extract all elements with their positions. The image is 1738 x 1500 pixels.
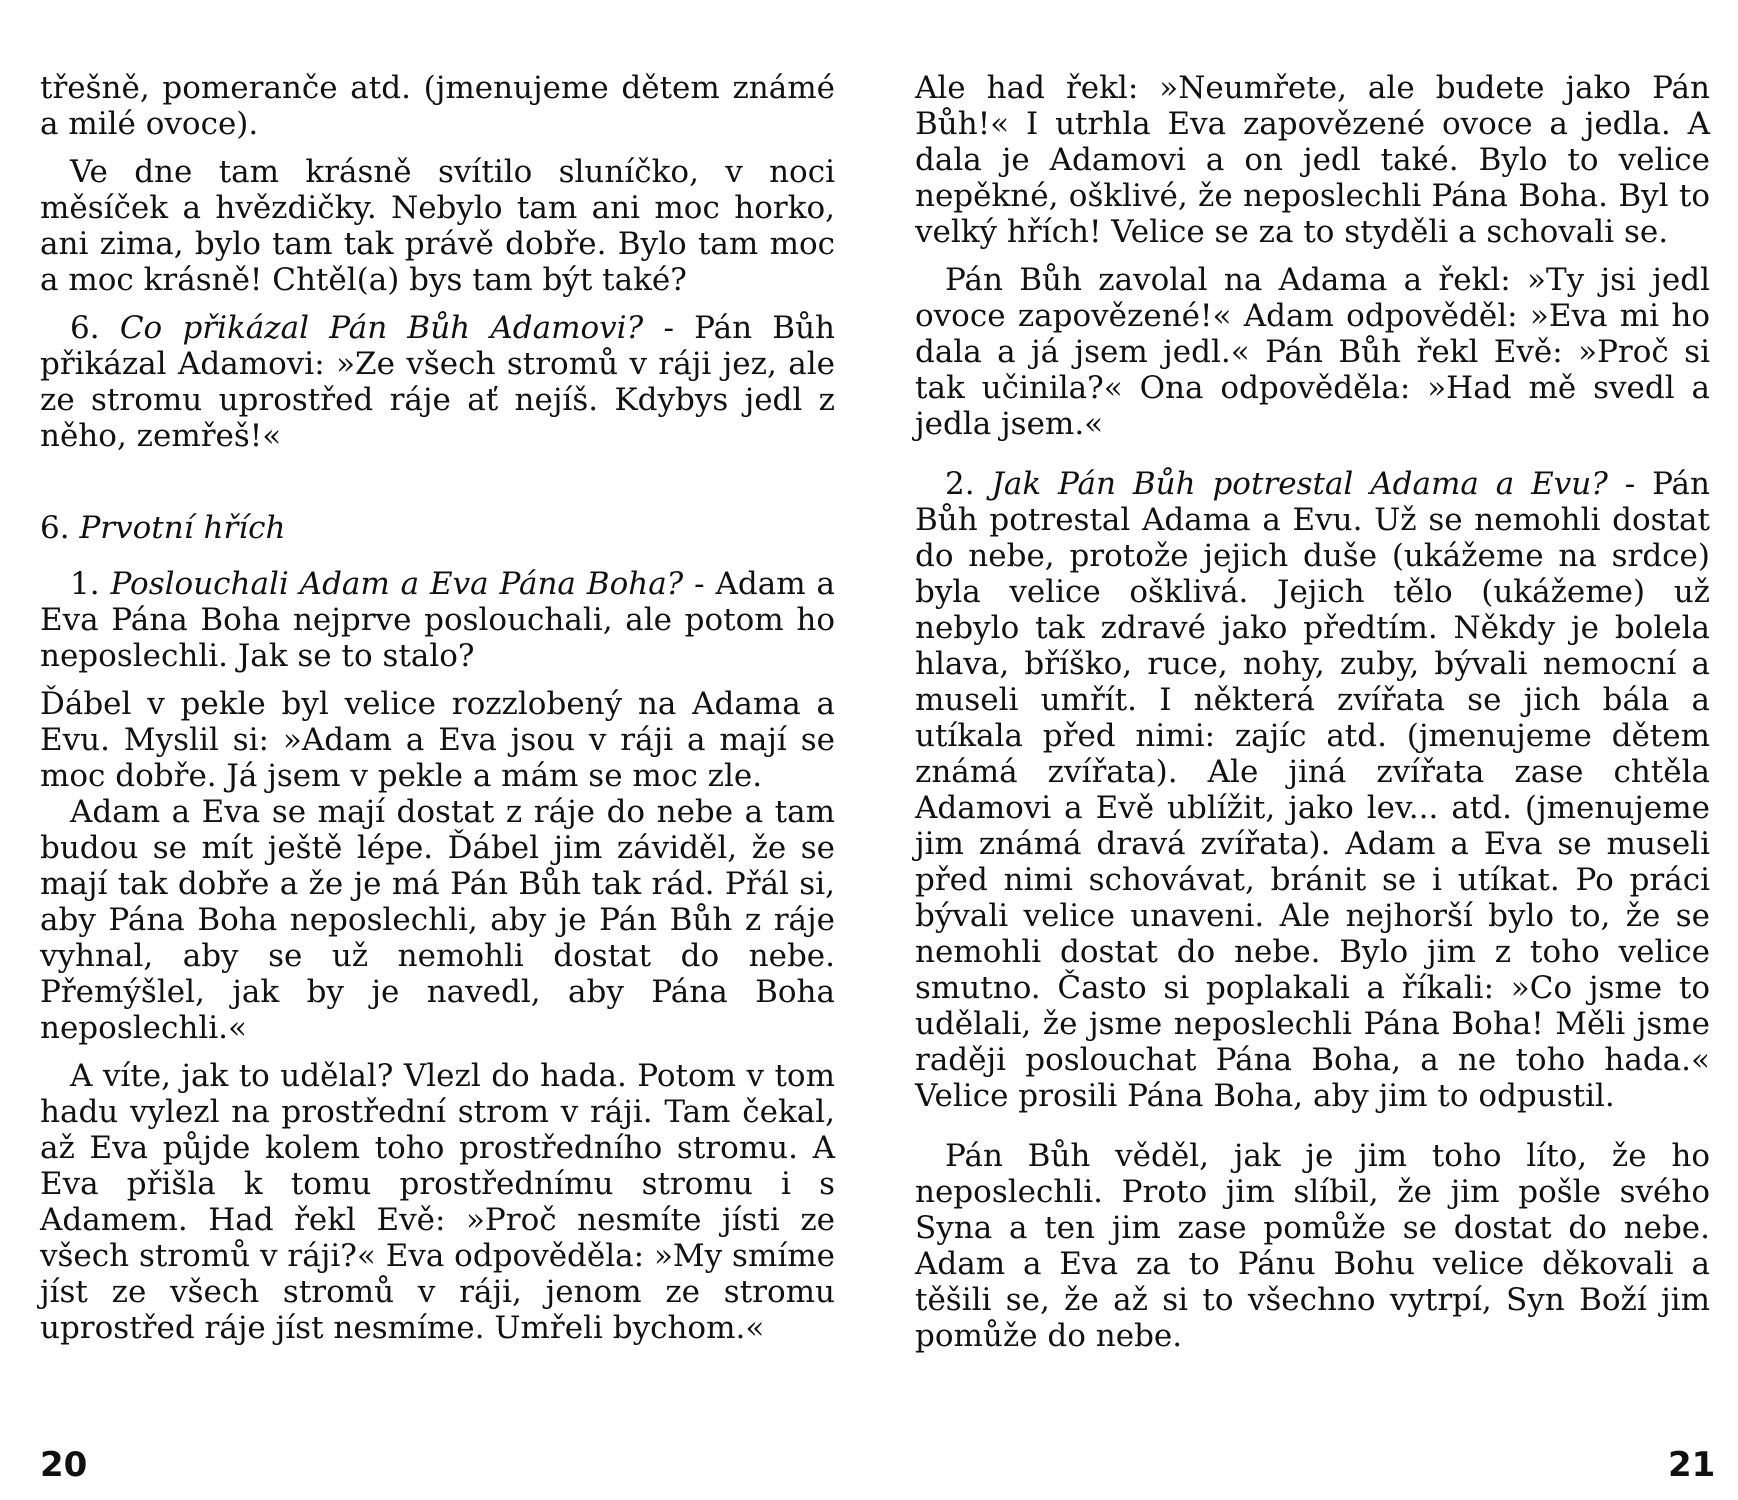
answer-text: - Pán Bůh potrestal Adama a Evu. Už se nemohli dostat do nebe, protože jejich duše (ukážeme na srdce) byla velice ošklivá. Jejich tělo (ukážeme) už nebylo tak zdravé jako předtím. Někdy je bolela hlava, bříško, ruce, nohy, zuby, bývali nemocní a museli umřít. I některá zvířata se jich bála a utíkala před nimi: zajíc atd. (jmenujeme dětem známá zvířata). Ale jiná zvířata zase chtěla Adamovi a Evě ublížit, jako lev... atd. (jmenujeme jim známá dravá zvířata). Adam a Eva se museli před nimi schovávat, bránit se i utíkat. Po práci bývali velice unaveni. Ale nejhorší bylo to, že se nemohli dostat do nebe. Bylo jim z toho velice smutno. Často si poplakali a říkali: »Co jsme to udělali, že jsme neposlechli Pána Boha! Měli jsme raději poslouchat Pána Boha, a ne toho hada.« Velice prosili Pána Boha, aby jim to odpustil.: [915, 466, 1710, 1114]
paragraph: třešně, pomeranče atd. (jmenujeme dětem známé a milé ovoce).: [40, 70, 835, 142]
paragraph: Ďábel v pekle byl velice rozzlobený na Adama a Evu. Myslil si: »Adam a Eva jsou v ráji a mají se moc dobře. Já jsem v pekle a mám se moc zle.: [40, 686, 835, 794]
question-paragraph: [915, 466, 1710, 1114]
section-title: Prvotní hřích: [79, 510, 286, 546]
section-number: 6.: [40, 510, 80, 546]
answer-text: - Adam a Eva Pána Boha nejprve poslouchali, ale potom ho neposlechli. Jak se to stalo?: [40, 566, 835, 674]
question-text: Poslouchali Adam a Eva Pána Boha?: [110, 566, 695, 602]
question-number: 1.: [70, 566, 111, 602]
paragraph: Pán Bůh zavolal na Adama a řekl: »Ty jsi jedl ovoce zapovězené!« Adam odpověděl: »Eva mi ho dala a já jsem jedl.« Pán Bůh řekl Evě: »Proč si tak učinila?« Ona odpověděla: »Had mě svedl a jedla jsem.«: [915, 262, 1710, 442]
section-heading: [40, 510, 835, 546]
question-number: 2.: [945, 466, 992, 502]
left-page: [40, 70, 835, 1346]
paragraph: Adam a Eva se mají dostat z ráje do nebe a tam budou se mít ještě lépe. Ďábel jim záviděl, že se mají tak dobře a že je má Pán Bůh tak rád. Přál si, aby Pána Boha neposlechli, aby je Pán Bůh z ráje vyhnal, aby se už nemohli dostat do nebe. Přemýšlel, jak by je navedl, aby Pána Boha neposlechli.«: [40, 794, 835, 1046]
question-paragraph: [40, 310, 835, 454]
question-text: Jak Pán Bůh potrestal Adama a Evu?: [991, 466, 1625, 502]
question-number: 6.: [70, 310, 120, 346]
page-number-left: 20: [40, 1445, 88, 1485]
right-page: [915, 70, 1710, 1354]
answer-text: - Pán Bůh přikázal Adamovi: »Ze všech stromů v ráji jez, ale ze stromu uprostřed ráje ať nejíš. Kdybys jedl z něho, zemřeš!«: [40, 310, 836, 454]
paragraph: A víte, jak to udělal? Vlezl do hada. Potom v tom hadu vylezl na prostřední strom v ráji. Tam čekal, až Eva půjde kolem toho prostředního stromu. A Eva přišla k tomu prostřednímu stromu i s Adamem. Had řekl Evě: »Proč nesmíte jísti ze všech stromů v ráji?« Eva odpověděla: »My smíme jíst ze všech stromů v ráji, jenom ze stromu uprostřed ráje jíst nesmíme. Umřeli bychom.«: [40, 1058, 835, 1346]
page-number-right: 21: [1668, 1445, 1716, 1485]
question-paragraph: [40, 566, 835, 674]
question-text: Co přikázal Pán Bůh Adamovi?: [119, 310, 664, 346]
paragraph: Pán Bůh věděl, jak je jim toho líto, že ho neposlechli. Proto jim slíbil, že jim pošle svého Syna a ten jim zase pomůže se dostat do nebe. Adam a Eva za to Pánu Bohu velice děkovali a těšili se, že až si to všechno vytrpí, Syn Boží jim pomůže do nebe.: [915, 1138, 1710, 1354]
paragraph: Ale had řekl: »Neumřete, ale budete jako Pán Bůh!« I utrhla Eva zapovězené ovoce a jedla. A dala je Adamovi a on jedl také. Bylo to velice nepěkné, ošklivé, že neposlechli Pána Boha. Byl to velký hřích! Velice se za to styděli a schovali se.: [915, 70, 1710, 250]
paragraph: Ve dne tam krásně svítilo sluníčko, v noci měsíček a hvězdičky. Nebylo tam ani moc horko, ani zima, bylo tam tak právě dobře. Bylo tam moc a moc krásně! Chtěl(a) bys tam být také?: [40, 154, 835, 298]
